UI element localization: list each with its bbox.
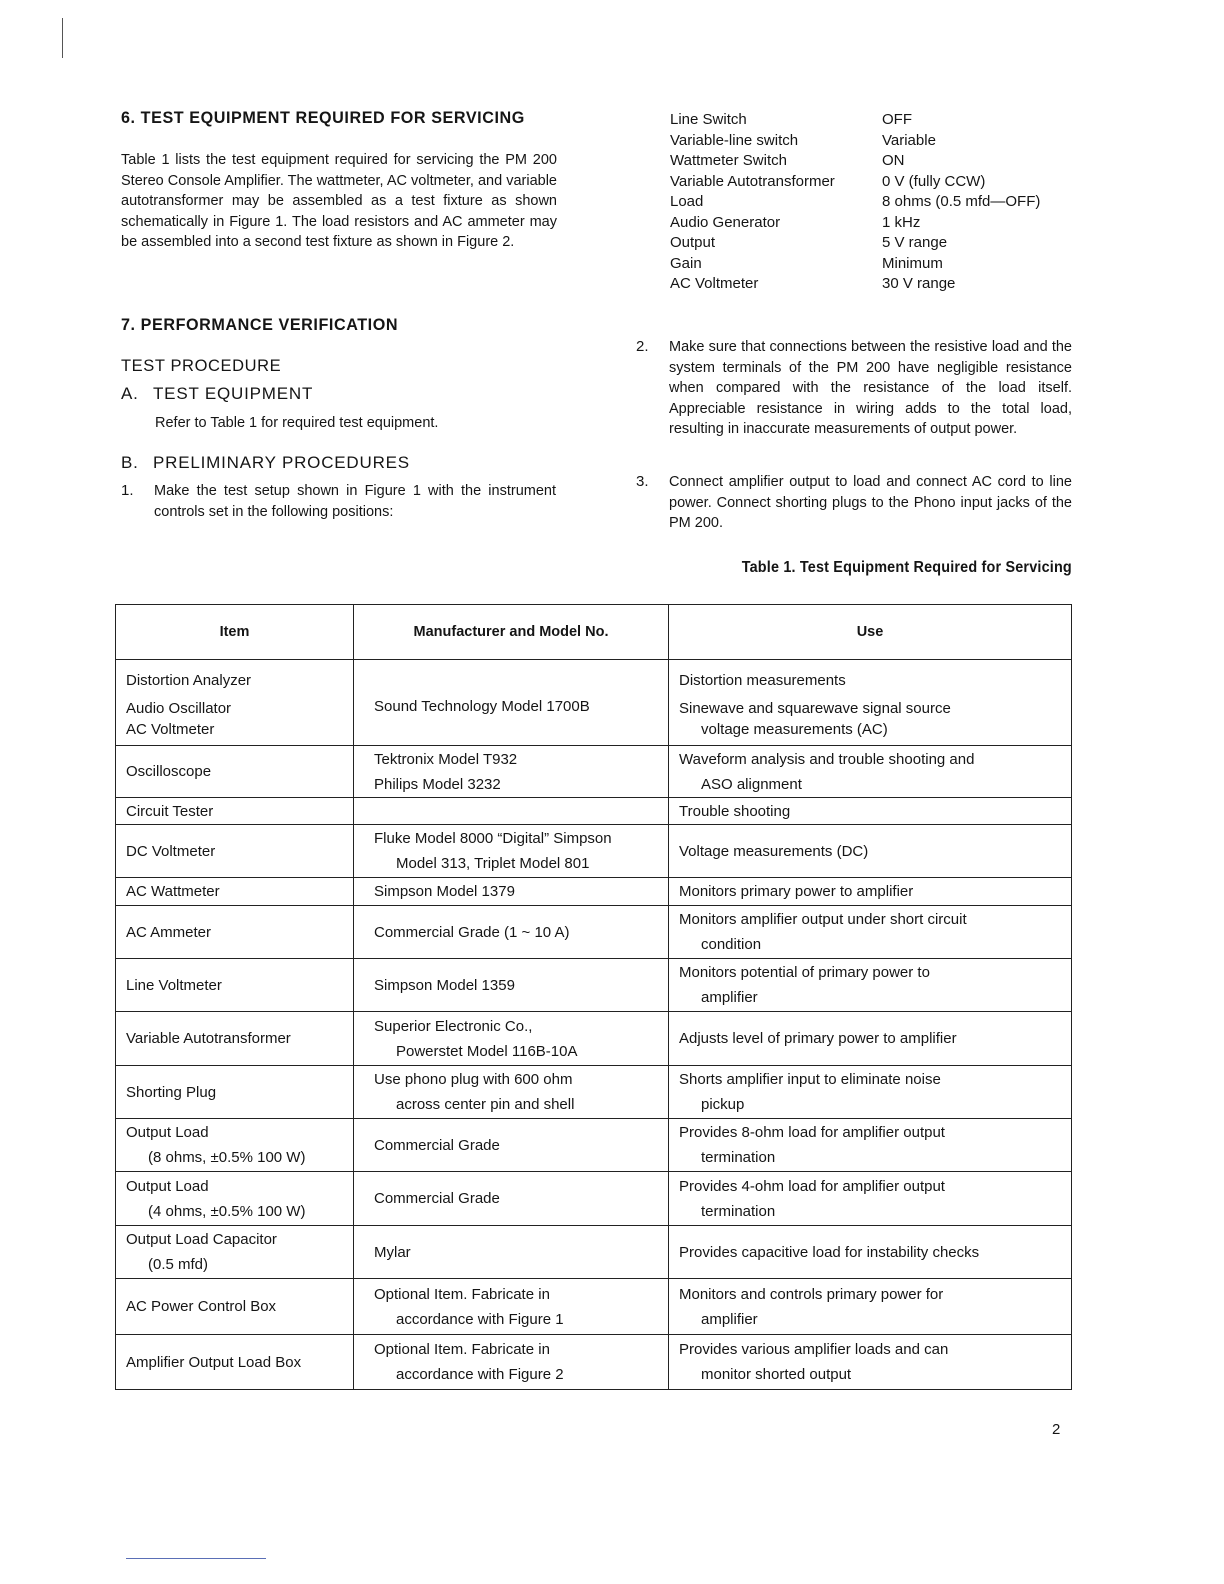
- use-text: Provides various amplifier loads and can: [679, 1341, 949, 1358]
- table-row: [116, 878, 1072, 906]
- setting-row: [670, 275, 1090, 295]
- step-1-number: 1.: [121, 482, 134, 499]
- table-row: [116, 1172, 1072, 1226]
- table-row: [116, 1119, 1072, 1172]
- step-1-text: Make the test setup shown in Figure 1 with the instrument controls set in the following positions:: [154, 483, 556, 520]
- use-text: Provides 4-ohm load for amplifier output: [679, 1177, 945, 1195]
- use-text: Monitors amplifier output under short circuit: [679, 911, 967, 928]
- table-title: Table 1. Test Equipment Required for Servicing: [741, 559, 1072, 576]
- item-cell: [116, 1119, 354, 1172]
- use-text: ASO alignment: [701, 775, 802, 793]
- use-cell: [669, 746, 1072, 798]
- use-cell: [669, 1119, 1072, 1172]
- manufacturer-cell: [354, 1012, 669, 1066]
- manufacturer-text: Sound Technology Model 1700B: [374, 698, 590, 715]
- item-cell: [116, 1335, 354, 1390]
- item-cell: [116, 959, 354, 1012]
- manufacturer-text: Optional Item. Fabricate in: [374, 1285, 550, 1303]
- setting-position: 5 V range: [882, 234, 948, 251]
- use-text: Monitors potential of primary power to: [679, 964, 930, 981]
- column-header-use: Use: [669, 605, 1072, 660]
- use-cell: [669, 1066, 1072, 1119]
- use-cell: [669, 878, 1072, 906]
- manufacturer-cell: [354, 1119, 669, 1172]
- manufacturer-cell: [354, 959, 669, 1012]
- use-cell: [669, 798, 1072, 825]
- item-cell: [116, 1279, 354, 1335]
- manufacturer-cell: [354, 1172, 669, 1226]
- step-3-text: Connect amplifier output to load and connect AC cord to line power. Connect shorting plugs to the Phono input jacks of the PM 200.: [669, 474, 1072, 531]
- manufacturer-cell: [354, 746, 669, 798]
- manufacturer-text: Commercial Grade: [374, 1136, 500, 1154]
- use-text: Provides 8-ohm load for amplifier output: [679, 1124, 945, 1141]
- item-cell: [116, 878, 354, 906]
- use-text: termination: [701, 1149, 776, 1166]
- setting-control: Load: [670, 193, 704, 210]
- item-text: (4 ohms, ±0.5% 100 W): [148, 1202, 306, 1220]
- table-row: [116, 959, 1072, 1012]
- subsection-a-label: A.: [121, 384, 139, 403]
- use-cell: [669, 1279, 1072, 1335]
- setting-position: 1 kHz: [882, 213, 921, 231]
- use-cell: [669, 1335, 1072, 1390]
- manufacturer-cell: [354, 1226, 669, 1279]
- item-text: Output Load Capacitor: [126, 1231, 277, 1248]
- use-text: amplifier: [701, 1310, 758, 1328]
- setting-row: [670, 173, 1090, 193]
- manufacturer-text: Philips Model 3232: [374, 775, 501, 793]
- use-text: Waveform analysis and trouble shooting and: [679, 750, 975, 768]
- use-text: Provides capacitive load for instability checks: [679, 1243, 980, 1261]
- manufacturer-cell: [354, 1066, 669, 1119]
- setting-row: [670, 214, 1090, 234]
- use-cell: [669, 1172, 1072, 1226]
- section-7-heading: 7. PERFORMANCE VERIFICATION: [121, 315, 399, 334]
- table-header-row: [116, 605, 1072, 660]
- step-3-number: 3.: [636, 473, 649, 490]
- manufacturer-text: Powerstet Model 116B-10A: [396, 1042, 578, 1060]
- setting-position: 0 V (fully CCW): [882, 172, 986, 190]
- manufacturer-text: Simpson Model 1379: [374, 883, 515, 900]
- setting-row: [670, 193, 1090, 213]
- page-number: 2: [1052, 1421, 1061, 1438]
- item-text: Output Load: [126, 1177, 209, 1195]
- table-row: [116, 825, 1072, 878]
- setting-control: Gain: [670, 254, 702, 272]
- item-text: Distortion Analyzer: [126, 671, 252, 689]
- setting-row: [670, 234, 1090, 254]
- step-2-number: 2.: [636, 338, 649, 355]
- setting-position: 8 ohms (0.5 mfd—OFF): [882, 193, 1041, 210]
- item-cell: [116, 1066, 354, 1119]
- manufacturer-text: accordance with Figure 2: [396, 1366, 564, 1383]
- item-cell: [116, 1226, 354, 1279]
- section-6-paragraph: Table 1 lists the test equipment required for servicing the PM 200 Stereo Console Amplifier. The wattmeter, AC voltmeter, and variable autotransformer may be assembled as a test fixture as shown schematically in Figure 1. The load resistors and AC ammeter may be assembled into a second test fixture as shown in Figure 2.: [121, 152, 557, 250]
- manufacturer-text: Model 313, Triplet Model 801: [396, 855, 590, 872]
- use-text: Adjusts level of primary power to amplifier: [679, 1030, 957, 1047]
- item-text: AC Ammeter: [126, 923, 212, 941]
- equipment-table: [115, 604, 1072, 1390]
- use-text: Monitors primary power to amplifier: [679, 883, 914, 900]
- setting-position: Variable: [882, 131, 936, 149]
- use-text: Distortion measurements: [679, 671, 846, 689]
- manufacturer-cell: [354, 1279, 669, 1335]
- item-text: Variable Autotransformer: [126, 1030, 291, 1047]
- step-2-text: Make sure that connections between the resistive load and the system terminals of the PM 200 have negligible resistance when compared with the resistance of the load itself. Appreciable resistance in wiring adds to the total load, resulting in inaccurate measurements of output power.: [669, 339, 1072, 437]
- item-cell: [116, 746, 354, 798]
- use-text: Monitors and controls primary power for: [679, 1285, 944, 1303]
- use-text: termination: [701, 1202, 776, 1220]
- manufacturer-text: Commercial Grade (1 ~ 10 A): [374, 923, 570, 941]
- item-text: Circuit Tester: [126, 802, 214, 820]
- scan-mark: [62, 18, 63, 58]
- footer-line: [126, 1558, 266, 1559]
- setting-position: 30 V range: [882, 275, 956, 292]
- item-text: Amplifier Output Load Box: [126, 1353, 302, 1371]
- item-cell: [116, 1012, 354, 1066]
- manufacturer-text: accordance with Figure 1: [396, 1310, 564, 1328]
- use-text: Sinewave and squarewave signal source: [679, 699, 951, 717]
- item-text: Output Load: [126, 1124, 209, 1141]
- setting-control: Wattmeter Switch: [670, 152, 787, 169]
- item-text: Oscilloscope: [126, 763, 212, 780]
- use-text: Shorts amplifier input to eliminate noise: [679, 1071, 941, 1088]
- manufacturer-text: Simpson Model 1359: [374, 976, 515, 994]
- item-text: AC Power Control Box: [126, 1298, 277, 1315]
- item-text: Shorting Plug: [126, 1083, 217, 1101]
- manufacturer-text: Use phono plug with 600 ohm: [374, 1071, 573, 1088]
- subsection-a-text: Refer to Table 1 for required test equipment.: [155, 415, 439, 431]
- setting-position: OFF: [882, 111, 912, 128]
- manufacturer-text: Optional Item. Fabricate in: [374, 1341, 550, 1358]
- setting-position: Minimum: [882, 254, 943, 272]
- use-cell: [669, 959, 1072, 1012]
- setting-control: Output: [670, 234, 716, 251]
- manufacturer-cell: [354, 825, 669, 878]
- table-row: [116, 906, 1072, 959]
- setting-row: [670, 255, 1090, 275]
- manufacturer-cell: [354, 798, 669, 825]
- setting-control: Audio Generator: [670, 213, 781, 231]
- table-row: [116, 746, 1072, 798]
- test-procedure-label: TEST PROCEDURE: [121, 357, 282, 375]
- use-text: Trouble shooting: [679, 802, 791, 820]
- use-cell: [669, 1226, 1072, 1279]
- setting-row: [670, 132, 1090, 152]
- item-text: (0.5 mfd): [148, 1256, 209, 1273]
- setting-control: Variable-line switch: [670, 131, 799, 149]
- subsection-b-label: B.: [121, 453, 139, 472]
- manufacturer-text: across center pin and shell: [396, 1096, 575, 1113]
- table-row: [116, 798, 1072, 825]
- item-cell: [116, 1172, 354, 1226]
- manufacturer-cell: [354, 1335, 669, 1390]
- manufacturer-text: Mylar: [374, 1243, 411, 1261]
- setting-control: AC Voltmeter: [670, 275, 759, 292]
- item-text: Line Voltmeter: [126, 976, 222, 994]
- use-cell: [669, 906, 1072, 959]
- use-cell: [669, 825, 1072, 878]
- setting-position: ON: [882, 152, 905, 169]
- manufacturer-cell: [354, 906, 669, 959]
- table-row: [116, 1012, 1072, 1066]
- column-header-item: Item: [116, 605, 354, 660]
- item-text: Audio Oscillator: [126, 699, 232, 717]
- section-6-heading: 6. TEST EQUIPMENT REQUIRED FOR SERVICING: [121, 108, 525, 127]
- item-text: AC Voltmeter: [126, 720, 215, 738]
- item-cell: [116, 660, 354, 746]
- use-text: amplifier: [701, 989, 758, 1006]
- use-cell: [669, 1012, 1072, 1066]
- use-text: pickup: [701, 1096, 745, 1113]
- manufacturer-text: Superior Electronic Co.,: [374, 1017, 533, 1035]
- column-header-manufacturer: Manufacturer and Model No.: [354, 605, 669, 660]
- use-cell: [669, 660, 1072, 746]
- table-row: [116, 1226, 1072, 1279]
- setting-row: [670, 111, 1090, 131]
- subsection-a-title: TEST EQUIPMENT: [153, 384, 314, 403]
- manufacturer-cell: [354, 660, 669, 746]
- setting-control: Line Switch: [670, 111, 747, 128]
- use-text: monitor shorted output: [701, 1366, 852, 1383]
- item-text: (8 ohms, ±0.5% 100 W): [148, 1149, 306, 1166]
- manufacturer-cell: [354, 878, 669, 906]
- setting-row: [670, 152, 1090, 172]
- setting-control: Variable Autotransformer: [670, 172, 835, 190]
- item-cell: [116, 825, 354, 878]
- table-row: [116, 1279, 1072, 1335]
- item-text: DC Voltmeter: [126, 842, 216, 860]
- manufacturer-text: Tektronix Model T932: [374, 750, 518, 768]
- table-row: [116, 1335, 1072, 1390]
- manufacturer-text: Fluke Model 8000 “Digital” Simpson: [374, 830, 612, 847]
- subsection-b-title: PRELIMINARY PROCEDURES: [153, 453, 410, 472]
- table-row: [116, 660, 1072, 746]
- use-text: condition: [701, 936, 762, 953]
- item-cell: [116, 906, 354, 959]
- table-row: [116, 1066, 1072, 1119]
- item-cell: [116, 798, 354, 825]
- use-text: Voltage measurements (DC): [679, 842, 869, 860]
- use-text: voltage measurements (AC): [701, 720, 888, 738]
- item-text: AC Wattmeter: [126, 883, 220, 900]
- manufacturer-text: Commercial Grade: [374, 1190, 500, 1207]
